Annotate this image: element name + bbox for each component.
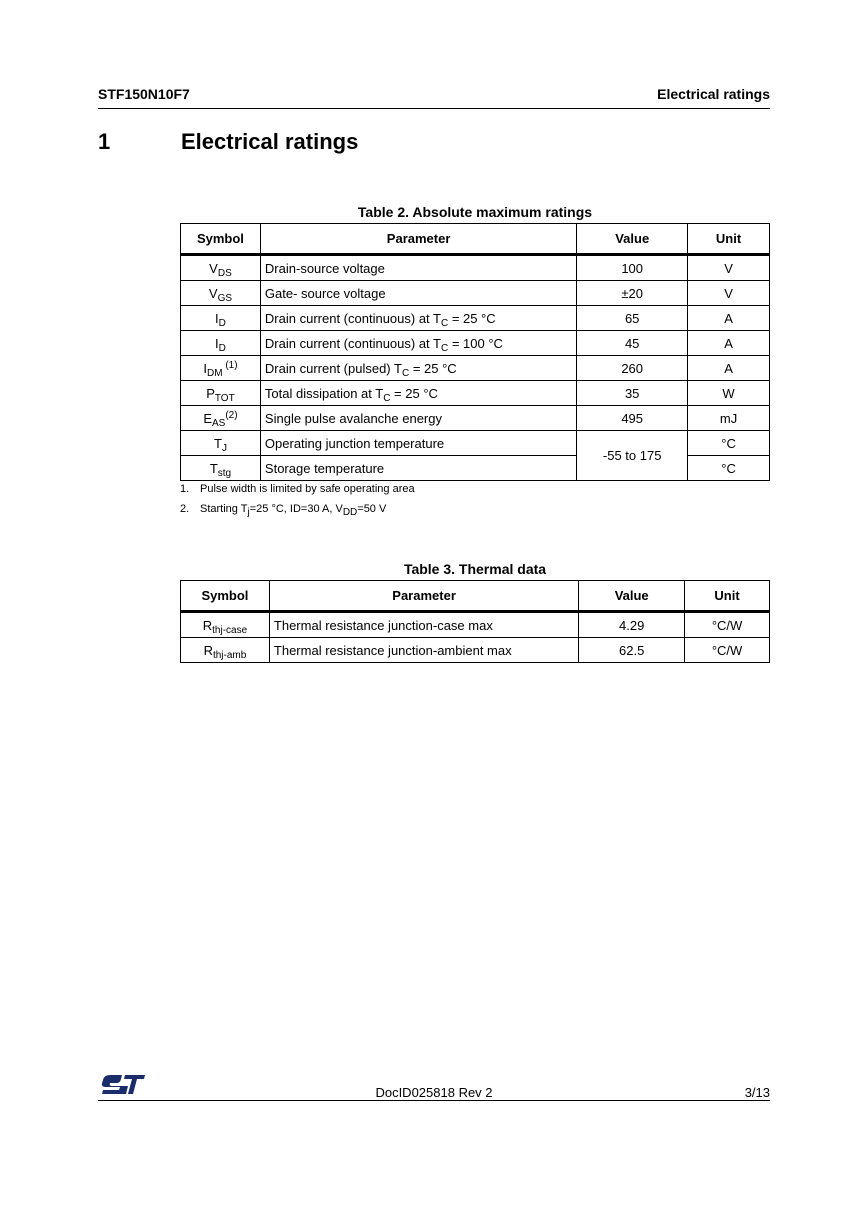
section-title: Electrical ratings	[181, 129, 359, 154]
unit-cell: A	[688, 331, 770, 356]
symbol-cell: $R_{thj-amb}$	[181, 638, 270, 663]
table-header-row	[181, 581, 770, 612]
value-cell: 65	[577, 306, 688, 331]
symbol-cell: $E_{AS}^{(2)}$	[181, 406, 261, 431]
unit-cell: A	[688, 306, 770, 331]
unit-cell: °C/W	[685, 612, 770, 638]
footnote: 2. Starting $T_j=25$ °C, ID=30 A, $V_{DD}=50$ V	[180, 503, 387, 518]
table-row	[181, 431, 770, 456]
table-header-row	[181, 224, 770, 255]
col-unit: Unit	[688, 224, 770, 255]
value-cell: 62.5	[579, 638, 685, 663]
col-value: Value	[579, 581, 685, 612]
col-unit: Unit	[685, 581, 770, 612]
col-symbol: Symbol	[181, 224, 261, 255]
table-row	[181, 331, 770, 356]
value-cell: ±20	[577, 281, 688, 306]
col-symbol: Symbol	[181, 581, 270, 612]
header-section: Electrical ratings	[657, 86, 770, 102]
symbol-cell: $P_{TOT}$	[181, 381, 261, 406]
table2-caption: Table 2. Absolute maximum ratings	[357, 204, 593, 220]
symbol-cell: $T_{stg}$	[181, 456, 261, 481]
symbol-cell: $I_{DM}$ $^{(1)}$	[181, 356, 261, 381]
parameter-cell: Drain current (continuous) at $T_C = 100$ °C	[260, 331, 576, 356]
table2-notes	[180, 483, 415, 523]
table-row	[181, 381, 770, 406]
table-row	[181, 406, 770, 431]
col-value: Value	[577, 224, 688, 255]
table-row	[181, 255, 770, 281]
symbol-cell: $T_J$	[181, 431, 261, 456]
value-cell: 35	[577, 381, 688, 406]
parameter-cell: Thermal resistance junction-ambient max	[269, 638, 578, 663]
doc-id: DocID025818 Rev 2	[375, 1085, 493, 1100]
thermal-data-table	[180, 580, 770, 663]
table3-caption: Table 3. Thermal data	[403, 561, 547, 577]
table-row	[181, 306, 770, 331]
parameter-cell: Thermal resistance junction-case max	[269, 612, 578, 638]
absolute-max-ratings-table	[180, 223, 770, 481]
unit-cell: mJ	[688, 406, 770, 431]
part-number: STF150N10F7	[98, 86, 190, 102]
symbol-cell: $R_{thj-case}$	[181, 612, 270, 638]
col-parameter: Parameter	[260, 224, 576, 255]
parameter-cell: Total dissipation at $T_C = 25$ °C	[260, 381, 576, 406]
parameter-cell: Storage temperature	[260, 456, 576, 481]
parameter-cell: Drain current (pulsed) $T_C = 25$ °C	[260, 356, 576, 381]
unit-cell: A	[688, 356, 770, 381]
unit-cell: W	[688, 381, 770, 406]
unit-cell: °C	[688, 431, 770, 456]
unit-cell: V	[688, 281, 770, 306]
unit-cell: V	[688, 255, 770, 281]
footnote: 1. Pulse width is limited by safe operating area	[180, 483, 415, 495]
table-row	[181, 612, 770, 638]
page-header	[98, 86, 770, 109]
table-row	[181, 356, 770, 381]
unit-cell: °C	[688, 456, 770, 481]
symbol-cell: $V_{GS}$	[181, 281, 261, 306]
value-cell: 495	[577, 406, 688, 431]
page-number: 3/13	[744, 1085, 770, 1100]
parameter-cell: Drain-source voltage	[260, 255, 576, 281]
symbol-cell: $V_{DS}$	[181, 255, 261, 281]
symbol-cell: $I_D$	[181, 331, 261, 356]
value-cell: -55 to 175	[577, 431, 688, 481]
page-footer	[98, 1085, 770, 1101]
value-cell: 45	[577, 331, 688, 356]
symbol-cell: $I_D$	[181, 306, 261, 331]
parameter-cell: Single pulse avalanche energy	[260, 406, 576, 431]
value-cell: 260	[577, 356, 688, 381]
parameter-cell: Gate- source voltage	[260, 281, 576, 306]
parameter-cell: Operating junction temperature	[260, 431, 576, 456]
table-row	[181, 281, 770, 306]
value-cell: 100	[577, 255, 688, 281]
section-number: 1	[98, 129, 111, 154]
unit-cell: °C/W	[685, 638, 770, 663]
table-row	[181, 638, 770, 663]
col-parameter: Parameter	[269, 581, 578, 612]
value-cell: 4.29	[579, 612, 685, 638]
parameter-cell: Drain current (continuous) at $T_C = 25$ °C	[260, 306, 576, 331]
